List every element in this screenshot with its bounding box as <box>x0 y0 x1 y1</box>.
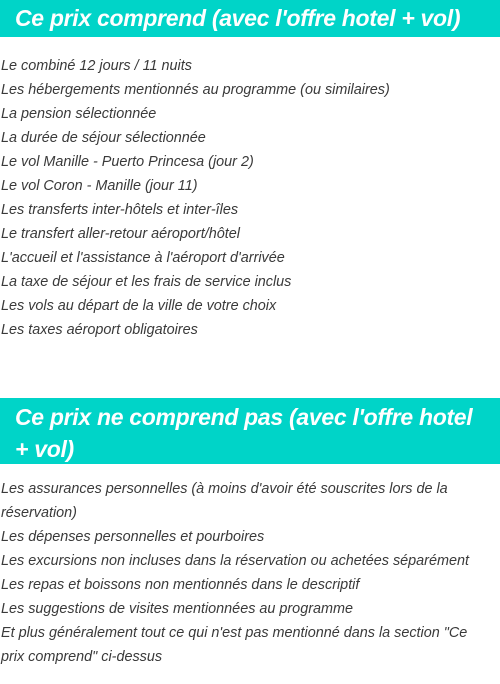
list-item: La pension sélectionnée <box>1 106 157 122</box>
list-item: Le transfert aller-retour aéroport/hôtel <box>1 226 240 242</box>
list-item: Le vol Coron - Manille (jour 11) <box>1 178 198 194</box>
list-item: Les vols au départ de la ville de votre choix <box>1 298 277 314</box>
includes-list <box>0 54 500 342</box>
list-item: Les transferts inter-hôtels et inter-îles <box>1 202 239 218</box>
includes-heading: Ce prix comprend (avec l'offre hotel + vol) <box>0 0 500 37</box>
excludes-heading: Ce prix ne comprend pas (avec l'offre hotel + vol) <box>0 398 500 464</box>
excludes-section <box>0 398 500 669</box>
list-item: Les repas et boissons non mentionnés dans le descriptif <box>1 577 360 593</box>
list-item: Les hébergements mentionnés au programme (ou similaires) <box>1 82 390 98</box>
list-item: Les taxes aéroport obligatoires <box>1 322 198 338</box>
list-item: Les suggestions de visites mentionnées au programme <box>1 601 353 617</box>
list-item: L'accueil et l'assistance à l'aéroport d'arrivée <box>1 250 285 266</box>
excludes-list <box>0 477 500 669</box>
list-item: La durée de séjour sélectionnée <box>1 130 206 146</box>
list-item: Le combiné 12 jours / 11 nuits <box>1 58 192 74</box>
list-item: Le vol Manille - Puerto Princesa (jour 2) <box>1 154 254 170</box>
list-item: Et plus généralement tout ce qui n'est pas mentionné dans la section "Ce prix comprend" ci-dessus <box>1 625 468 665</box>
list-item: Les assurances personnelles (à moins d'avoir été souscrites lors de la réservation) <box>1 481 448 521</box>
list-item: Les excursions non incluses dans la réservation ou achetées séparément <box>1 553 469 569</box>
list-item: La taxe de séjour et les frais de service inclus <box>1 274 292 290</box>
list-item: Les dépenses personnelles et pourboires <box>1 529 265 545</box>
